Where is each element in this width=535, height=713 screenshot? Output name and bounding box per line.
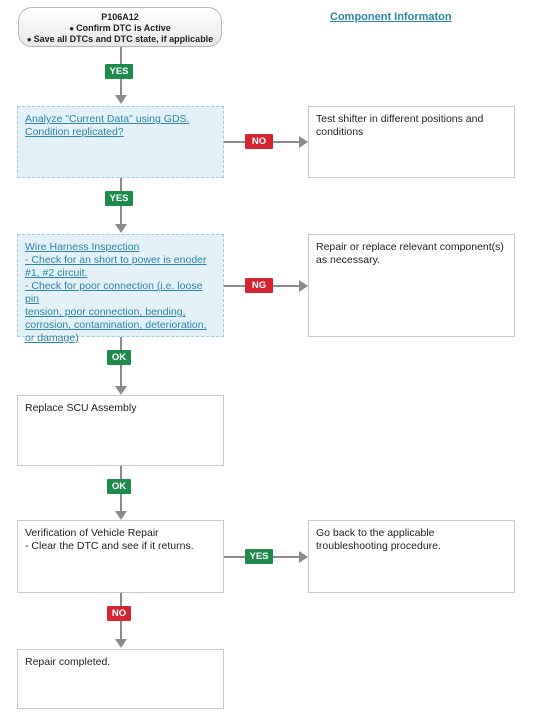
yes-badge: YES	[105, 191, 133, 206]
connector-arrow	[115, 224, 127, 233]
test-shifter-text: Test shifter in different positions and conditions	[316, 113, 484, 138]
go-back-text: Go back to the applicable troubleshooting procedure.	[316, 527, 441, 552]
check-poor-connection-link[interactable]: - Check for poor connection (i.e. loose pin	[25, 280, 203, 305]
start-node	[18, 7, 222, 47]
check-poor-connection-link-cont[interactable]: corrosion, contamination, deterioration,	[25, 319, 207, 331]
replace-scu-text: Replace SCU Assembly	[25, 402, 137, 414]
no-badge: NO	[245, 134, 273, 149]
step-analyze-current-data	[17, 106, 224, 178]
step-repair-completed	[17, 649, 224, 709]
wire-harness-inspection-link[interactable]: Wire Harness Inspection	[25, 241, 140, 253]
ok-badge: OK	[107, 479, 131, 494]
verification-instruction: - Clear the DTC and see if it returns.	[25, 540, 194, 552]
repair-completed-text: Repair completed.	[25, 656, 111, 668]
check-short-link[interactable]: - Check for an short to power is enoder	[25, 254, 207, 266]
start-bullet: ● Save all DTCs and DTC state, if applicable	[26, 34, 214, 44]
connector-arrow	[115, 386, 127, 395]
check-short-link-cont[interactable]: #1, #2 circuit.	[25, 267, 88, 279]
component-information-link[interactable]: Component Informaton	[330, 11, 452, 23]
go-back-box	[308, 520, 515, 593]
step-wire-harness-inspection	[17, 234, 224, 344]
repair-replace-box	[308, 234, 515, 337]
ok-badge: OK	[107, 350, 131, 365]
verification-title: Verification of Vehicle Repair	[25, 527, 159, 539]
yes-badge: YES	[105, 64, 133, 79]
step-verification-of-repair	[17, 520, 224, 593]
check-poor-connection-link-cont[interactable]: or damage)	[25, 332, 79, 344]
connector-arrow	[115, 95, 127, 104]
start-bullet: ● Confirm DTC is Active	[69, 23, 171, 33]
repair-replace-text: Repair or replace relevant component(s) as necessary.	[316, 241, 504, 266]
connector-arrow	[115, 511, 127, 520]
ng-badge: NG	[245, 278, 273, 293]
connector-arrow	[299, 136, 308, 148]
step-replace-scu	[17, 395, 224, 466]
connector-arrow	[115, 639, 127, 648]
connector-arrow	[299, 280, 308, 292]
connector-arrow	[299, 551, 308, 563]
check-poor-connection-link-cont[interactable]: tension, poor connection, bending,	[25, 306, 186, 318]
no-badge: NO	[107, 606, 131, 621]
analyze-current-data-link[interactable]: Analyze "Current Data" using GDS.	[25, 113, 190, 125]
yes-badge: YES	[245, 549, 273, 564]
test-shifter-box	[308, 106, 515, 178]
condition-replicated-link[interactable]: Condition replicated?	[25, 126, 124, 138]
dtc-code: P106A12	[101, 12, 139, 22]
